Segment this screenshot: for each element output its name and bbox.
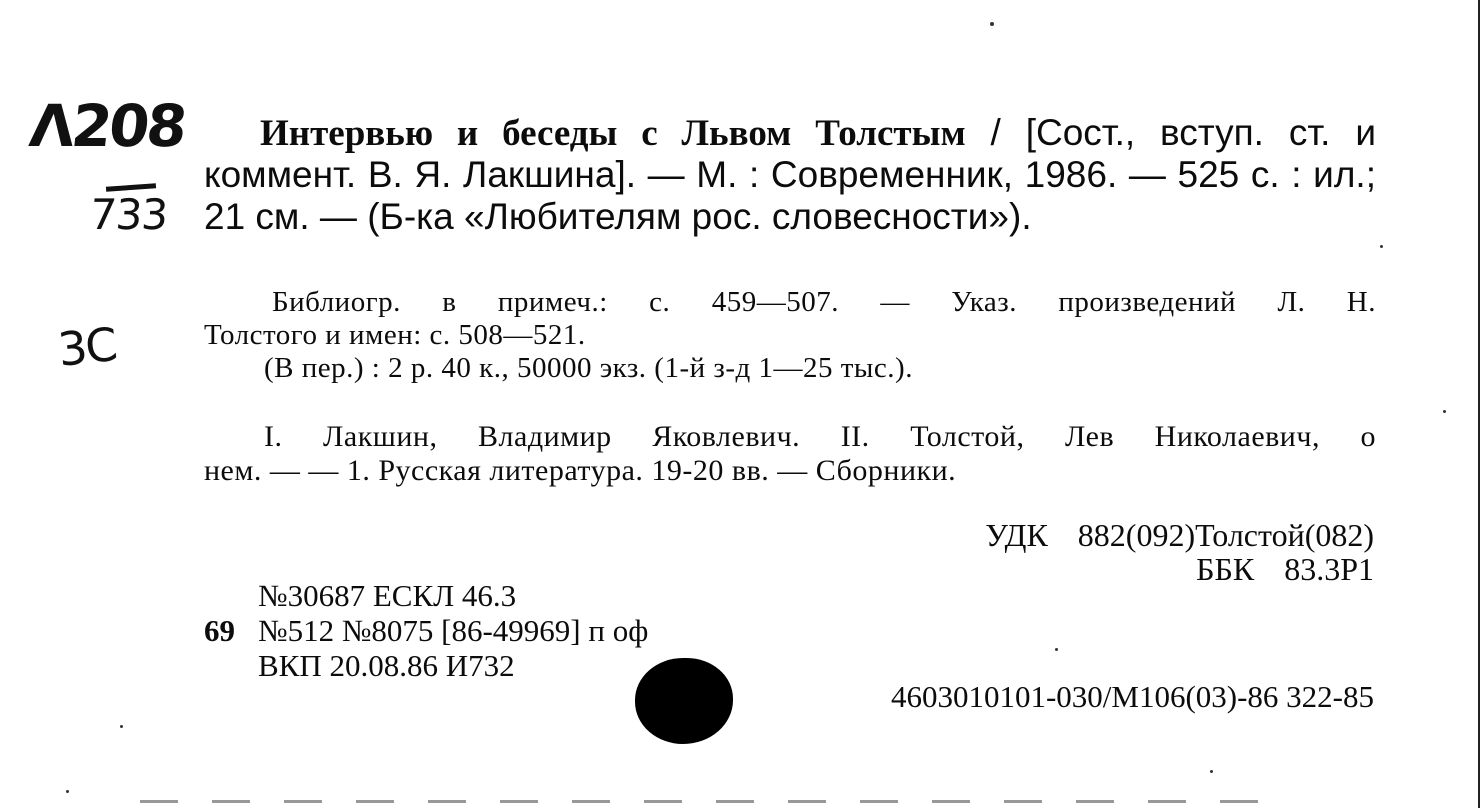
- speck: [1443, 410, 1446, 413]
- production-line-3: [204, 648, 648, 683]
- note-line-2: Толстого и имен: с. 508—521.: [204, 319, 586, 351]
- speck: [120, 725, 123, 728]
- udk-label: УДК: [985, 517, 1048, 553]
- bbk-row: [985, 552, 1374, 586]
- speck: [1380, 245, 1383, 248]
- note-line-1: Библиогр. в примеч.: с. 459—507. — Указ. произведений Л. Н.: [272, 286, 1376, 318]
- index-code: 4603010101-030/М106(03)-86 322-85: [890, 679, 1374, 714]
- handwritten-shelfmark: Λ208: [26, 92, 188, 160]
- ink-blot: [635, 658, 733, 744]
- production-line-2-text: №512 №8075 [86-49969] п оф: [258, 613, 649, 648]
- udk-row: [985, 518, 1374, 552]
- classification-block: [985, 518, 1374, 586]
- speck: [1055, 648, 1058, 651]
- handwritten-section-code: 3С: [55, 317, 119, 377]
- speck: [66, 790, 69, 793]
- scan-edge-marks: [140, 800, 1290, 803]
- production-lead-number: 69: [204, 613, 235, 648]
- production-block: [204, 578, 648, 683]
- udk-value: 882(092)Толстой(082): [1077, 517, 1374, 553]
- bbk-label: ББК: [1196, 551, 1255, 587]
- handwritten-author-code: 733: [88, 190, 169, 239]
- speck: [1210, 770, 1213, 773]
- bbk-value: 83.3Р1: [1284, 551, 1374, 587]
- publication-statement: / [Сост., вступ. ст. и коммент. В. Я. Лакшина]. — М. : Современник, 1986. — 525 с. : ил.; 21 см. — (Б-ка «Любителям рос. словесности»).: [204, 112, 1376, 237]
- bibliographic-description: [204, 112, 1376, 238]
- notes-block: [204, 286, 1376, 385]
- tracing-line-2: нем. — — 1. Русская литература. 19-20 вв. — Сборники.: [204, 454, 957, 487]
- card-edge: [1478, 0, 1480, 808]
- tracing-line-1: I. Лакшин, Владимир Яковлевич. II. Толстой, Лев Николаевич, о: [264, 420, 1376, 453]
- production-line-1-text: №30687 ЕСКЛ 46.3: [258, 578, 517, 613]
- production-line-1: [204, 578, 648, 613]
- tracings-block: [204, 420, 1376, 488]
- book-title: Интервью и беседы с Львом Толстым: [260, 113, 966, 154]
- note-line-3: (В пер.) : 2 р. 40 к., 50000 экз. (1-й з-д 1—25 тыс.).: [264, 352, 913, 384]
- production-line-2: [204, 613, 648, 648]
- speck: [990, 22, 994, 26]
- production-line-3-text: ВКП 20.08.86 И732: [258, 648, 515, 683]
